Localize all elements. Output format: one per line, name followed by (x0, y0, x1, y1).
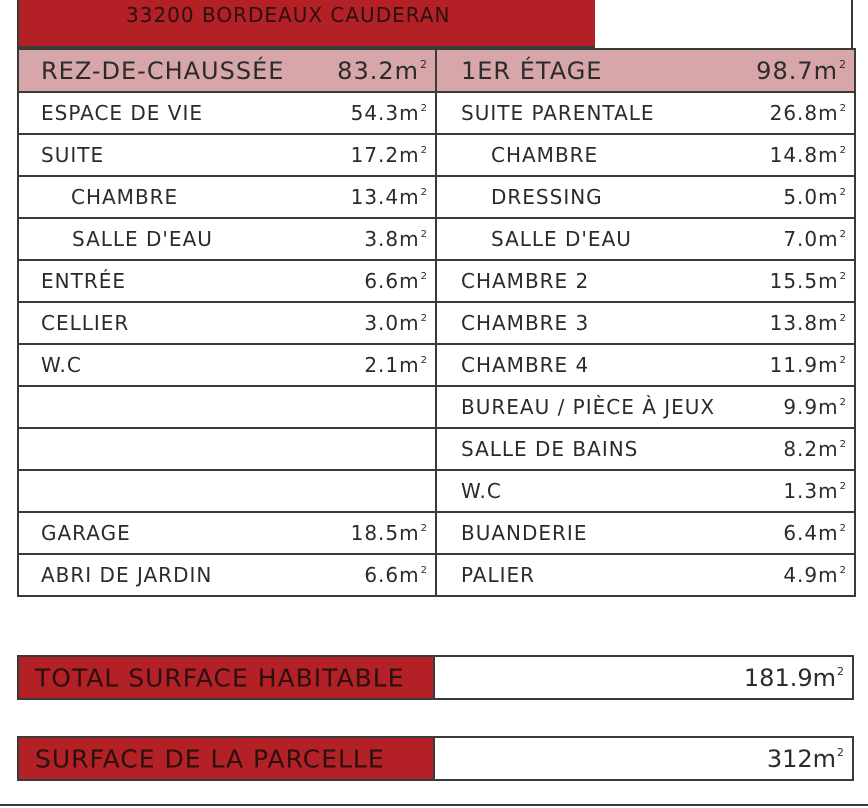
total-habitable-value: 181.9m (743, 663, 836, 692)
ground-cell: CELLIER $3.0m^2$ (18, 302, 436, 344)
room-area: 13.4m (350, 185, 420, 209)
ground-floor-total: 83.2m (337, 56, 419, 85)
room-area: 6.4m (783, 521, 839, 545)
first-cell: CHAMBRE 2 $15.5m^2$ (436, 260, 855, 302)
room-area: 3.8m (364, 227, 420, 251)
table-row (18, 386, 855, 428)
room-label: CHAMBRE (491, 143, 599, 167)
room-label: ABRI DE JARDIN (41, 563, 213, 587)
ground-cell-empty (18, 386, 436, 428)
bottom-divider (0, 804, 868, 806)
table-row (18, 92, 855, 134)
room-area: 4.9m (783, 563, 839, 587)
room-area: 54.3m (350, 101, 420, 125)
room-label: CHAMBRE 4 (461, 353, 590, 377)
first-cell: SALLE DE BAINS $8.2m^2$ (436, 428, 855, 470)
first-cell: DRESSING $5.0m^2$ (436, 176, 855, 218)
first-cell: SUITE PARENTALE $26.8m^2$ (436, 92, 855, 134)
total-habitable-label: TOTAL SURFACE HABITABLE (35, 663, 405, 692)
first-floor-title: 1ER ÉTAGE (461, 56, 603, 85)
table-row (18, 218, 855, 260)
ground-cell: W.C $2.1m^2$ (18, 344, 436, 386)
room-area: 7.0m (783, 227, 839, 251)
room-label: BUANDERIE (461, 521, 588, 545)
first-cell: SALLE D'EAU $7.0m^2$ (436, 218, 855, 260)
table-row (18, 344, 855, 386)
room-label: SUITE (41, 143, 105, 167)
room-label: W.C (41, 353, 82, 377)
first-cell: CHAMBRE 4 $11.9m^2$ (436, 344, 855, 386)
table-row (18, 428, 855, 470)
surface-table (17, 48, 856, 597)
first-cell: CHAMBRE $14.8m^2$ (436, 134, 855, 176)
first-cell: W.C $1.3m^2$ (436, 470, 855, 512)
room-area: 1.3m (783, 479, 839, 503)
parcel-surface-value: 312m (766, 744, 836, 773)
first-cell: BUREAU / PIÈCE À JEUX $9.9m^2$ (436, 386, 855, 428)
room-label: SALLE DE BAINS (461, 437, 639, 461)
parcel-surface-value-box: 312m $^2$ (435, 736, 854, 781)
room-label: CHAMBRE 3 (461, 311, 590, 335)
first-cell: PALIER $4.9m^2$ (436, 554, 855, 596)
address-text: 33200 BORDEAUX CAUDERAN (126, 3, 451, 27)
room-area: 6.6m (364, 563, 420, 587)
room-label: BUREAU / PIÈCE À JEUX (461, 395, 716, 419)
table-row (18, 470, 855, 512)
room-area: 17.2m (350, 143, 420, 167)
ground-cell-empty (18, 428, 436, 470)
room-label: ENTRÉE (41, 269, 126, 293)
ground-cell: ABRI DE JARDIN $6.6m^2$ (18, 554, 436, 596)
table-row (18, 260, 855, 302)
room-label: DRESSING (491, 185, 603, 209)
room-area: 5.0m (783, 185, 839, 209)
table-row (18, 134, 855, 176)
ground-cell-empty (18, 470, 436, 512)
address-banner (17, 0, 595, 48)
parcel-surface-row (17, 736, 854, 781)
ground-floor-title: REZ-DE-CHAUSSÉE (41, 56, 285, 85)
total-habitable-value-box: 181.9m $^2$ (435, 655, 854, 700)
room-label: SALLE D'EAU (72, 227, 213, 251)
room-label: SALLE D'EAU (491, 227, 632, 251)
total-habitable-row (17, 655, 854, 700)
ground-floor-header: REZ-DE-CHAUSSÉE $83.2m^2$ (18, 49, 436, 92)
ground-cell: SUITE $17.2m^2$ (18, 134, 436, 176)
room-label: CELLIER (41, 311, 130, 335)
room-label: PALIER (461, 563, 536, 587)
room-area: 14.8m (769, 143, 839, 167)
room-area: 8.2m (783, 437, 839, 461)
ground-cell: CHAMBRE $13.4m^2$ (18, 176, 436, 218)
room-label: W.C (461, 479, 502, 503)
ground-cell: ENTRÉE $6.6m^2$ (18, 260, 436, 302)
table-row (18, 512, 855, 554)
room-area: 18.5m (350, 521, 420, 545)
room-label: ESPACE DE VIE (41, 101, 204, 125)
first-floor-total: 98.7m (756, 56, 838, 85)
room-area: 15.5m (769, 269, 839, 293)
floor-header-row (18, 49, 855, 92)
parcel-surface-label-box (17, 736, 435, 781)
room-area: 6.6m (364, 269, 420, 293)
room-label: GARAGE (41, 521, 131, 545)
room-area: 11.9m (769, 353, 839, 377)
ground-cell: GARAGE $18.5m^2$ (18, 512, 436, 554)
total-habitable-label-box (17, 655, 435, 700)
room-label: SUITE PARENTALE (461, 101, 655, 125)
first-cell: BUANDERIE $6.4m^2$ (436, 512, 855, 554)
room-area: 26.8m (769, 101, 839, 125)
room-area: 2.1m (364, 353, 420, 377)
first-floor-header: 1ER ÉTAGE $98.7m^2$ (436, 49, 855, 92)
room-area: 9.9m (783, 395, 839, 419)
ground-cell: ESPACE DE VIE $54.3m^2$ (18, 92, 436, 134)
table-row (18, 176, 855, 218)
ground-cell: SALLE D'EAU $3.8m^2$ (18, 218, 436, 260)
room-area: 3.0m (364, 311, 420, 335)
address-banner-blank (595, 0, 853, 48)
room-label: CHAMBRE (71, 185, 179, 209)
room-area: 13.8m (769, 311, 839, 335)
first-cell: CHAMBRE 3 $13.8m^2$ (436, 302, 855, 344)
room-label: CHAMBRE 2 (461, 269, 590, 293)
table-row (18, 302, 855, 344)
parcel-surface-label: SURFACE DE LA PARCELLE (35, 744, 385, 773)
table-row (18, 554, 855, 596)
